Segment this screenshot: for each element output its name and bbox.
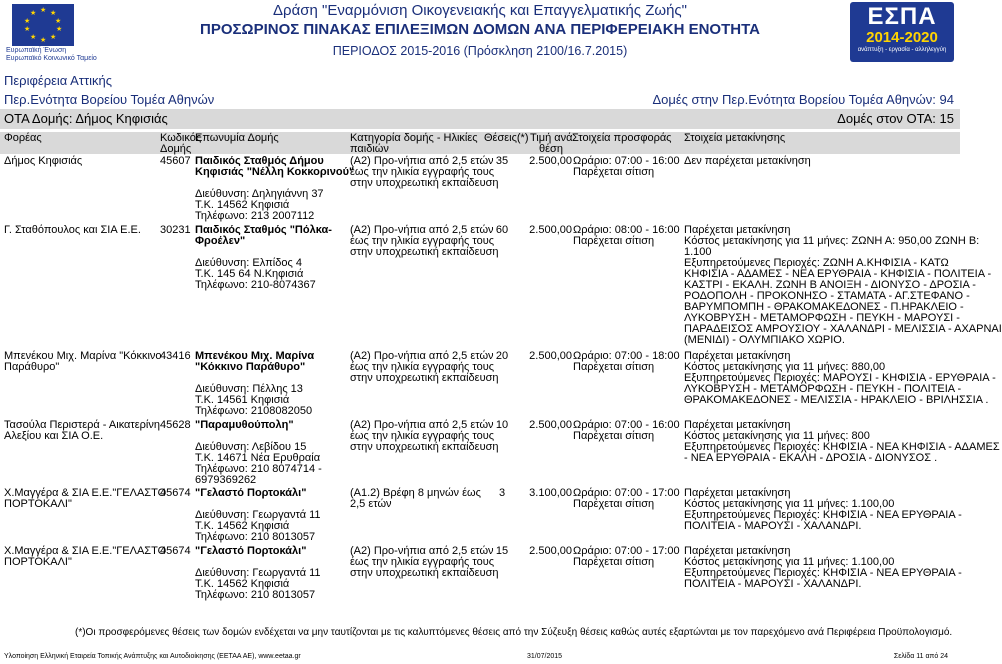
transport-cell-line: Εξυπηρετούμενες Περιοχές: ΚΗΦΙΣΙΑ - ΝΕΑ ΕΡΥΘΡΑΙΑ - (684, 509, 962, 521)
name-cell (195, 351, 345, 417)
category-cell (350, 350, 499, 384)
name-cell-line: Παιδικός Σταθμός Δήμου (195, 155, 324, 167)
foreas-cell (4, 419, 160, 442)
category-cell-line: στην υποχρεωτική εκπαίδευση (350, 567, 499, 579)
address-block (195, 384, 345, 417)
foreas-cell-line: ΠΟΡΤΟΚΑΛΙ" (4, 498, 72, 510)
category-cell (350, 488, 482, 510)
foreas-cell (4, 156, 154, 167)
address-line: Διεύθυνση: Γεωργαντά 11 (195, 567, 321, 579)
transport-cell (684, 545, 962, 590)
code-cell: 45628 (160, 419, 191, 431)
address-line: Τηλέφωνο: 2108082050 (195, 405, 313, 417)
offer-cell (573, 156, 681, 178)
foreas-cell-line: Παράθυρο" (4, 361, 60, 373)
category-cell-line: έως την ηλικία εγγραφής τους (350, 166, 495, 178)
footnote: (*)Οι προσφερόμενες θέσεις των δομών ενδέχεται να μην ταυτίζονται με τις καλυπτόμενες θέσεις από την Σύζευξη θέσεις καθώς αυτές εξαρτώνται με τον παρεχόμενο ανά Περιφέρεια Προϋπολογισμό. (75, 627, 953, 638)
code-cell: 45674 (160, 545, 191, 557)
transport-cell-line: Κόστος μετακίνησης για 11 μήνες: ΖΩΝΗ Α: 950,00 ΖΩΝΗ Β: (684, 235, 980, 247)
transport-cell-line: ΒΑΡΥΜΠΟΜΠΗ - ΘΡΑΚΟΜΑΚΕΔΟΝΕΣ - Π.ΗΡΑΚΛΕΙΟ - (684, 301, 964, 313)
offer-cell-line: Ωράριο: 07:00 - 18:00 (573, 350, 680, 362)
category-cell (350, 419, 499, 453)
category-cell-line: (Α2) Προ-νήπια από 2,5 ετών (350, 545, 494, 557)
category-cell-line: 2,5 ετών (350, 498, 392, 510)
espa-logo-years: 2014-2020 (866, 29, 938, 46)
espa-logo (850, 2, 954, 62)
name-cell-line: "Παραμυθούπολη" (195, 419, 294, 431)
transport-cell-line: ΛΥΚΟΒΡΥΣΗ - ΜΕΤΑΜΟΡΦΩΣΗ - ΠΕΥΚΗ - ΠΟΛΙΤΕΙΑ - (684, 383, 962, 395)
category-cell-line: στην υποχρεωτική εκπαίδευση (350, 372, 499, 384)
offer-cell-line: Παρέχεται σίτιση (573, 361, 655, 373)
transport-cell-line: Εξυπηρετούμενες Περιοχές: ΜΑΡΟΥΣΙ - ΚΗΦΙΣΙΑ - ΕΡΥΘΡΑΙΑ - (684, 372, 996, 384)
transport-cell (684, 487, 962, 532)
transport-cell-line: Εξυπηρετούμενες Περιοχές: ΚΗΦΙΣΙΑ - ΝΕΑ ΚΗΦΙΣΙΑ - ΑΔΑΜΕΣ (684, 441, 1000, 453)
foreas-cell-line: Χ.Μαγγέρα & ΣΙΑ Ε.Ε."ΓΕΛΑΣΤΟ (4, 487, 167, 499)
transport-cell (684, 156, 956, 167)
foreas-cell-line: Τασούλα Περιστερά - Αικατερίνη (4, 419, 160, 431)
address-block (195, 510, 345, 543)
price-cell: 2.500,00 (529, 545, 572, 557)
category-cell-line: στην υποχρεωτική εκπαίδευση (350, 246, 499, 258)
category-cell (350, 155, 499, 189)
ota-bar (0, 109, 960, 129)
address-line: Διεύθυνση: Γεωργαντά 11 (195, 509, 321, 521)
offer-cell-line: Ωράριο: 07:00 - 17:00 (573, 487, 680, 499)
offer-cell (573, 351, 681, 373)
transport-cell-line: ΚΗΦΙΣΙΑ - ΑΔΑΜΕΣ - ΝΕΑ ΕΡΥΘΡΑΙΑ - ΚΗΦΙΣΙΑ - ΠΟΛΙΤΕΙΑ - (684, 268, 992, 280)
transport-cell-line: ΛΥΚΟΒΡΥΣΗ - ΜΕΤΑΜΟΡΦΩΣΗ - ΠΕΥΚΗ - ΜΑΡΟΥΣΙ - (684, 312, 960, 324)
footer-page: Σελίδα 11 από 24 (893, 653, 948, 660)
category-cell-line: (Α2) Προ-νήπια από 2,5 ετών (350, 419, 494, 431)
offer-cell-line: Παρέχεται σίτιση (573, 498, 655, 510)
offer-cell-line: Ωράριο: 07:00 - 16:00 (573, 419, 680, 431)
name-cell (195, 488, 345, 543)
address-block (195, 189, 345, 222)
seats-cell: 60 (495, 224, 509, 236)
category-cell-line: (Α2) Προ-νήπια από 2,5 ετών (350, 350, 494, 362)
price-cell: 3.100,00 (529, 487, 572, 499)
region-label: Περιφέρεια Αττικής (4, 73, 113, 88)
transport-cell-line: Παρέχεται μετακίνηση (684, 419, 791, 431)
col-prosfora: Στοιχεία προσφοράς (572, 132, 672, 144)
footer-date: 31/07/2015 (527, 653, 563, 660)
seats-cell: 15 (495, 545, 509, 557)
footer-credit: Υλοποίηση Ελληνική Εταιρεία Τοπικής Ανάπτυξης και Αυτοδιοίκησης (ΕΕΤΑΑ ΑΕ), www.eetaa.gr (4, 653, 301, 660)
ota-label: ΟΤΑ Δομής: Δήμος Κηφισιάς (4, 111, 168, 126)
col-timi (530, 133, 572, 155)
code-cell: 30231 (160, 224, 191, 236)
offer-cell-line: Παρέχεται σίτιση (573, 166, 655, 178)
transport-cell-line: ΠΑΡΑΔΕΙΣΟΣ ΑΜΡΟΥΣΙΟΥ - ΧΑΛΑΝΔΡΙ - ΜΕΛΙΣΣΙΑ - ΑΧΑΡΝΑΙ (684, 323, 1002, 335)
col-katigoria-line: Κατηγορία δομής - Ηλικίες (350, 132, 478, 144)
price-cell: 2.500,00 (529, 350, 572, 362)
address-line: Διεύθυνση: Λεβίδου 15 (195, 441, 307, 453)
offer-cell-line: Παρέχεται σίτιση (573, 235, 655, 247)
transport-cell-line: ΠΟΛΙΤΕΙΑ - ΜΑΡΟΥΣΙ - ΧΑΛΑΝΔΡΙ. (684, 578, 862, 590)
transport-cell-line: Κόστος μετακίνησης για 11 μήνες: 1.100,00 (684, 498, 895, 510)
category-cell-line: στην υποχρεωτική εκπαίδευση (350, 177, 499, 189)
name-cell-line: Φροέλεν" (195, 235, 246, 247)
address-line: 6979369262 (195, 474, 257, 486)
transport-cell (684, 419, 1000, 464)
transport-cell-line: Εξυπηρετούμενες Περιοχές: ΖΩΝΗ Α.ΚΗΦΙΣΙΑ - ΚΑΤΩ (684, 257, 949, 269)
offer-cell (573, 420, 681, 442)
address-line: Διεύθυνση: Δηληγιάννη 37 (195, 188, 324, 200)
col-theseis: Θέσεις(*) (484, 132, 529, 144)
offer-cell (573, 546, 681, 568)
offer-cell (573, 488, 681, 510)
col-eponymia: Επωνυμία Δομής (195, 132, 279, 144)
col-kodikos-line: Δομής (160, 143, 192, 155)
address-line: Τ.Κ. 14671 Νέα Ερυθραία (195, 452, 321, 464)
transport-cell-line: Παρέχεται μετακίνηση (684, 350, 791, 362)
transport-cell-line: 1.100 (684, 246, 712, 258)
offer-cell-line: Παρέχεται σίτιση (573, 430, 655, 442)
name-cell (195, 420, 345, 486)
address-line: Τηλέφωνο: 210 8013057 (195, 531, 316, 543)
category-cell-line: έως την ηλικία εγγραφής τους (350, 361, 495, 373)
offer-cell-line: Ωράριο: 08:00 - 16:00 (573, 224, 680, 236)
category-cell-line: έως την ηλικία εγγραφής τους (350, 556, 495, 568)
offer-cell-line: Ωράριο: 07:00 - 17:00 (573, 545, 680, 557)
name-cell-line: "Κόκκινο Παράθυρο" (195, 361, 306, 373)
col-metakinisi: Στοιχεία μετακίνησης (684, 132, 786, 144)
foreas-cell-line: Μπενέκου Μιχ. Μαρίνα "Κόκκινο (4, 350, 162, 362)
transport-cell-line: Εξυπηρετούμενες Περιοχές: ΚΗΦΙΣΙΑ - ΝΕΑ ΕΡΥΘΡΑΙΑ - (684, 567, 962, 579)
action-title: Δράση "Εναρμόνιση Οικογενειακής και Επαγγελματικής Ζωής" (273, 2, 687, 19)
unit-count-label: Δομές στην Περ.Ενότητα Βορείου Τομέα Αθηνών: 94 (652, 92, 954, 107)
unit-label: Περ.Ενότητα Βορείου Τομέα Αθηνών (4, 92, 215, 107)
transport-cell-line: ΡΟΔΟΠΟΛΗ - ΠΡΟΚΟΝΗΣΟ - ΣΤΑΜΑΤΑ - ΑΓ.ΣΤΕΦΑΝΟ - (684, 290, 970, 302)
transport-cell-line: (ΜΕΝΙΔΙ) - ΟΛΥΜΠΙΑΚΟ ΧΩΡΙΟ. (684, 334, 845, 346)
address-line: Τηλέφωνο: 210 8074714 - (195, 463, 322, 475)
seats-cell: 20 (495, 350, 509, 362)
seats-cell: 10 (495, 419, 509, 431)
category-cell-line: στην υποχρεωτική εκπαίδευση (350, 441, 499, 453)
col-timi-line: Τιμή ανά (530, 132, 573, 144)
address-line: Τ.Κ. 145 64 Ν.Κηφισιά (195, 268, 304, 280)
address-line: Διεύθυνση: Πέλλης 13 (195, 383, 303, 395)
espa-logo-tagline: ανάπτυξη - εργασία - αλληλεγγύη (857, 47, 947, 53)
transport-cell-line: Κόστος μετακίνησης για 11 μήνες: 880,00 (684, 361, 886, 373)
name-cell-line: "Γελαστό Πορτοκάλι" (195, 545, 307, 557)
foreas-cell-line: Αλεξίου και ΣΙΑ Ο.Ε. (4, 430, 104, 442)
name-cell-line: "Γελαστό Πορτοκάλι" (195, 487, 307, 499)
address-line: Τηλέφωνο: 210-8074367 (195, 279, 316, 291)
address-block (195, 258, 345, 291)
foreas-cell (4, 545, 167, 568)
col-katigoria (350, 133, 478, 155)
foreas-cell (4, 350, 162, 373)
name-cell (195, 155, 355, 222)
category-cell (350, 545, 499, 579)
transport-cell-line: - ΝΕΑ ΕΡΥΘΡΑΙΑ - ΕΚΑΛΗ - ΔΡΟΣΙΑ - ΔΙΟΝΥΣΟΣ . (684, 452, 938, 464)
name-cell (195, 225, 345, 291)
transport-cell (684, 350, 996, 406)
category-cell-line: έως την ηλικία εγγραφής τους (350, 235, 495, 247)
foreas-cell-line: Χ.Μαγγέρα & ΣΙΑ Ε.Ε."ΓΕΛΑΣΤΟ (4, 545, 167, 557)
price-cell: 2.500,00 (529, 419, 572, 431)
offer-cell-line: Ωράριο: 07:00 - 16:00 (573, 155, 680, 167)
col-timi-line: θέση (539, 143, 563, 155)
category-cell-line: (Α1.2) Βρέφη 8 μηνών έως (350, 487, 481, 499)
address-line: Τ.Κ. 14561 Κηφισιά (195, 394, 290, 406)
seats-cell: 3 (498, 487, 506, 499)
foreas-cell-line: ΠΟΡΤΟΚΑΛΙ" (4, 556, 72, 568)
address-line: Διεύθυνση: Ελπίδος 4 (195, 257, 302, 269)
foreas-cell (4, 487, 167, 510)
code-cell: 45674 (160, 487, 191, 499)
address-line: Τ.Κ. 14562 Κηφισιά (195, 578, 290, 590)
name-cell-line: Παιδικός Σταθμός "Πόλκα- (195, 224, 332, 236)
offer-cell (573, 225, 681, 247)
seats-cell: 35 (495, 155, 509, 167)
table-header (0, 132, 960, 154)
category-cell (350, 224, 499, 258)
name-cell-line: Μπενέκου Μιχ. Μαρίνα (195, 350, 315, 362)
transport-cell-line: Παρέχεται μετακίνηση (684, 224, 791, 236)
address-line: Τηλέφωνο: 210 8013057 (195, 589, 316, 601)
code-cell: 45607 (160, 155, 191, 167)
address-block (195, 568, 345, 601)
transport-cell-line: Παρέχεται μετακίνηση (684, 545, 791, 557)
category-cell-line: (Α2) Προ-νήπια από 2,5 ετών (350, 155, 494, 167)
foreas-cell-line: Γ. Σταθόπουλος και ΣΙΑ Ε.Ε. (4, 224, 141, 236)
eu-caption-line: Ευρωπαϊκό Κοινωνικό Ταμείο (6, 55, 97, 62)
transport-cell-line: Παρέχεται μετακίνηση (684, 487, 791, 499)
address-line: Τ.Κ. 14562 Κηφισιά (195, 199, 290, 211)
period-title: ΠΕΡΙΟΔΟΣ 2015-2016 (Πρόσκληση 2100/16.7.2015) (332, 44, 628, 58)
page-header (0, 0, 960, 96)
category-cell-line: (Α2) Προ-νήπια από 2,5 ετών (350, 224, 494, 236)
col-foreas: Φορέας (4, 132, 42, 144)
category-cell-line: έως την ηλικία εγγραφής τους (350, 430, 495, 442)
name-cell (195, 546, 345, 601)
transport-cell-line: Κόστος μετακίνησης για 11 μήνες: 1.100,00 (684, 556, 895, 568)
eu-flag-icon: ★ ★ ★ ★ ★ ★ ★ ★ ★ ★ (12, 4, 74, 46)
offer-cell-line: Παρέχεται σίτιση (573, 556, 655, 568)
address-block (195, 442, 345, 486)
address-line: Τ.Κ. 14562 Κηφισιά (195, 520, 290, 532)
transport-cell-line: Κόστος μετακίνησης για 11 μήνες: 800 (684, 430, 870, 442)
espa-logo-name: ΕΣΠΑ (867, 3, 937, 30)
foreas-cell-line: Δήμος Κηφισιάς (4, 155, 83, 167)
col-katigoria-line: παιδιών (350, 143, 389, 155)
transport-cell-line: ΘΡΑΚΟΜΑΚΕΔΟΝΕΣ - ΜΕΛΙΣΣΙΑ - ΗΡΑΚΛΕΙΟ - ΒΡΙΛΗΣΣΙΑ . (684, 394, 989, 406)
name-cell-line: Κηφισιάς "Νέλλη Κοκκορινού" (195, 166, 355, 178)
ota-count-label: Δομές στον ΟΤΑ: 15 (837, 111, 954, 126)
price-cell: 2.500,00 (529, 224, 572, 236)
transport-cell-line: ΠΟΛΙΤΕΙΑ - ΜΑΡΟΥΣΙ - ΧΑΛΑΝΔΡΙ. (684, 520, 862, 532)
code-cell: 43416 (160, 350, 191, 362)
transport-cell-line: Δεν παρέχεται μετακίνηση (684, 155, 811, 167)
transport-cell-line: ΚΑΣΤΡΙ - ΕΚΑΛΗ. ΖΩΝΗ Β ΑΝΟΙΞΗ - ΔΙΟΝΥΣΟ - ΔΡΟΣΙΑ - (684, 279, 976, 291)
eu-caption-line: Ευρωπαϊκή Ένωση (6, 47, 67, 54)
table-title: ΠΡΟΣΩΡΙΝΟΣ ΠΙΝΑΚΑΣ ΕΠΙΛΕΞΙΜΩΝ ΔΟΜΩΝ ΑΝΑ ΠΕΡΙΦΕΡΕΙΑΚΗ ΕΝΟΤΗΤΑ (200, 21, 760, 38)
transport-cell (684, 224, 1002, 346)
foreas-cell (4, 225, 154, 236)
price-cell: 2.500,00 (529, 155, 572, 167)
address-line: Τηλέφωνο: 213 2007112 (195, 210, 315, 222)
col-kodikos-line: Κωδικός (160, 132, 202, 144)
